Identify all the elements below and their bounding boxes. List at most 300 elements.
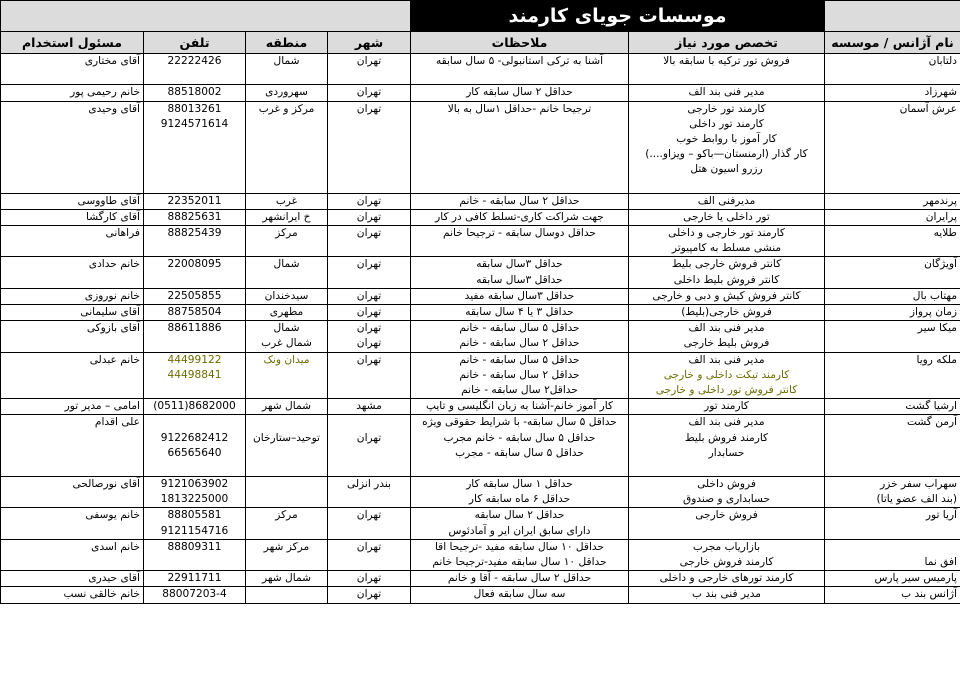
cell-line: ترجیحا خانم -حداقل ۱سال به بالا xyxy=(447,102,592,115)
cell-city xyxy=(328,193,411,209)
cell-line: عرش آسمان xyxy=(899,102,957,115)
cell-area xyxy=(246,193,328,209)
table-row xyxy=(1,305,960,321)
cell-line: شمال xyxy=(273,322,300,335)
table-row xyxy=(1,54,960,85)
cell-name xyxy=(825,539,960,570)
cell-phone xyxy=(144,477,246,508)
cell-line xyxy=(331,241,407,256)
cell-line: بندر انزلی xyxy=(347,478,391,491)
cell-line: تهران xyxy=(356,289,382,302)
cell-line: بازاریاب مجرب xyxy=(692,540,761,553)
cell-city xyxy=(328,477,411,508)
cell-line xyxy=(249,273,324,288)
cell-line xyxy=(4,446,140,461)
cell-notes xyxy=(411,477,629,508)
cell-contact xyxy=(1,477,144,508)
cell-line: حداقل ۱۰ سال سابقه مفید -ترجیحا اقا xyxy=(434,540,605,553)
cell-name xyxy=(825,226,960,257)
cell-line: سهراب سفر خزر xyxy=(880,478,957,491)
cell-line: خانم رحیمی پور xyxy=(70,86,140,99)
cell-line: حداقل ۵ سال سابقه - خانم xyxy=(459,353,580,366)
cell-specialty xyxy=(629,209,825,225)
cell-line xyxy=(4,492,140,507)
cell-contact xyxy=(1,305,144,321)
cell-line: 9124571614 xyxy=(160,117,229,130)
cell-notes xyxy=(411,415,629,477)
cell-line xyxy=(147,69,242,84)
cell-line: پرایران xyxy=(925,210,957,223)
cell-line: طلایه xyxy=(933,227,957,240)
cell-line xyxy=(249,178,324,193)
cell-line xyxy=(828,540,957,555)
cell-line: شمال xyxy=(273,258,300,271)
cell-line xyxy=(828,524,957,539)
cell-line: کانتر فروش تور داخلی و خارجی xyxy=(655,383,798,396)
cell-line: شمال xyxy=(273,55,300,67)
cell-line: تهران xyxy=(356,210,382,223)
cell-line: پرندمهر xyxy=(923,194,957,207)
cell-area xyxy=(246,209,328,225)
cell-line: مدیر فنی بند الف xyxy=(688,322,765,335)
cell-line: پارمیس سیر پارس xyxy=(874,572,957,585)
header-row xyxy=(1,32,960,54)
cell-line: مرکز شهر xyxy=(263,540,310,553)
cell-city xyxy=(328,101,411,193)
cell-name xyxy=(825,508,960,539)
cell-line: آشنا به ترکی استانبولی- ۵ سال سابقه xyxy=(435,55,604,67)
cell-line: سیدخندان xyxy=(264,289,309,302)
cell-line xyxy=(4,132,140,147)
cell-line: 88013261 xyxy=(167,102,222,115)
cell-line: حداقل ۳سال سابقه مفید xyxy=(464,289,575,302)
cell-city xyxy=(328,539,411,570)
table-row xyxy=(1,477,960,508)
cell-contact xyxy=(1,101,144,193)
cell-line: آقای کارگشا xyxy=(85,210,140,223)
cell-line: 22008095 xyxy=(167,258,222,271)
cell-line: امامی – مدیر تور xyxy=(64,400,140,413)
cell-line xyxy=(249,492,324,507)
cell-name xyxy=(825,305,960,321)
title-row xyxy=(1,1,960,32)
cell-specialty xyxy=(629,352,825,399)
cell-specialty xyxy=(629,288,825,304)
cell-line xyxy=(331,178,407,193)
cell-area xyxy=(246,352,328,399)
cell-line: کار آموز با روابط خوب xyxy=(676,132,777,145)
cell-line: تهران xyxy=(356,540,382,553)
cell-line: خانم حدادی xyxy=(88,258,140,271)
cell-line xyxy=(147,162,242,177)
cell-line xyxy=(249,524,324,539)
cell-line: کارمند فروش خارجی xyxy=(679,556,774,568)
cell-line: 22352011 xyxy=(167,194,222,207)
cell-notes xyxy=(411,288,629,304)
cell-contact xyxy=(1,321,144,352)
cell-contact xyxy=(1,257,144,288)
cell-line xyxy=(4,368,140,383)
cell-name xyxy=(825,209,960,225)
cell-line xyxy=(4,162,140,177)
cell-notes xyxy=(411,508,629,539)
cell-line: کانتر فروش کیش و دبی و خارجی xyxy=(652,289,801,302)
cell-notes xyxy=(411,193,629,209)
cell-line: آقای وحیدی xyxy=(88,102,140,115)
cell-city xyxy=(328,508,411,539)
cell-line: تهران xyxy=(356,572,382,585)
cell-line xyxy=(828,461,957,476)
table-row xyxy=(1,226,960,257)
cell-line xyxy=(147,147,242,162)
cell-line: حداقل ۵ سال سابقه - خانم مجرب xyxy=(443,431,596,444)
cell-line: فروش خارجی(بلیط) xyxy=(681,306,772,318)
cell-line: حداقل ۳سال سابقه xyxy=(476,258,563,271)
cell-line xyxy=(4,69,140,84)
cell-line: میکا سیر xyxy=(917,322,957,335)
cell-line: حداقل۲ سال سابقه - خانم xyxy=(461,383,578,396)
header-city: شهر xyxy=(328,32,411,54)
cell-city xyxy=(328,288,411,304)
cell-line xyxy=(147,132,242,147)
cell-area xyxy=(246,539,328,570)
cell-notes xyxy=(411,399,629,415)
cell-line: حداقل ۱۰ سال سابقه مفید-ترجیحا خانم xyxy=(432,556,607,568)
cell-line: فروش خارجی xyxy=(695,509,758,522)
cell-line xyxy=(4,431,140,446)
cell-specialty xyxy=(629,85,825,101)
cell-line: مطهری xyxy=(269,306,304,318)
cell-line: 8682000(0511) xyxy=(153,400,236,413)
cell-line xyxy=(4,524,140,539)
cell-specialty xyxy=(629,539,825,570)
cell-line: 88611886 xyxy=(167,322,222,335)
cell-name xyxy=(825,477,960,508)
cell-line: مشهد xyxy=(356,400,382,413)
cell-line: 22911711 xyxy=(167,572,222,585)
cell-line: 9121063902 xyxy=(160,478,229,491)
cell-line: (بند الف عضو یاتا) xyxy=(876,493,957,506)
cell-line xyxy=(828,383,957,398)
cell-specialty xyxy=(629,226,825,257)
table-row xyxy=(1,415,960,477)
cell-name xyxy=(825,193,960,209)
cell-line: 88809311 xyxy=(167,540,222,553)
cell-line xyxy=(249,587,324,602)
cell-line xyxy=(147,241,242,256)
cell-line xyxy=(632,69,821,84)
cell-line xyxy=(331,162,407,177)
cell-area xyxy=(246,399,328,415)
cell-line: رزرو اسیون هتل xyxy=(690,163,763,176)
cell-line: آرمن گشت xyxy=(906,416,957,429)
cell-phone xyxy=(144,85,246,101)
cell-notes xyxy=(411,209,629,225)
cell-line: 9121154716 xyxy=(160,524,229,537)
cell-name xyxy=(825,352,960,399)
cell-line xyxy=(331,446,407,461)
table-row xyxy=(1,571,960,587)
page-title: موسسات جویای کارمند xyxy=(411,1,825,32)
cell-contact xyxy=(1,288,144,304)
cell-line: تور داخلی یا خارجی xyxy=(683,210,770,223)
table-row xyxy=(1,508,960,539)
cell-line: آژانس بند ب xyxy=(901,588,957,601)
cell-line: خانم اسدی xyxy=(91,540,140,553)
table-row xyxy=(1,399,960,415)
cell-phone xyxy=(144,321,246,352)
table-row xyxy=(1,209,960,225)
cell-line: 88805581 xyxy=(167,509,222,522)
cell-line xyxy=(828,273,957,288)
cell-phone xyxy=(144,193,246,209)
cell-line: سه سال سابقه فعال xyxy=(473,588,566,601)
cell-line xyxy=(249,117,324,132)
cell-notes xyxy=(411,226,629,257)
cell-contact xyxy=(1,399,144,415)
table-row xyxy=(1,288,960,304)
cell-line: آقای نورصالحی xyxy=(72,478,140,491)
cell-line: حسابداری و صندوق xyxy=(682,493,771,506)
cell-line: کار گذار (ارمنستان—باکو – ویزاو....) xyxy=(645,148,808,161)
cell-line: حداقل ۵ سال سابقه- با شرایط حقوقی ویژه xyxy=(422,416,617,429)
cell-line: فروش تور ترکیه با سابقه بالا xyxy=(663,55,790,67)
cell-line: خانم نوروزی xyxy=(84,289,140,302)
cell-line: کارمند تور داخلی xyxy=(689,117,764,130)
cell-contact xyxy=(1,415,144,477)
cell-line xyxy=(828,368,957,383)
cell-line: تهران xyxy=(356,227,382,240)
cell-specialty xyxy=(629,101,825,193)
cell-line: آویژگان xyxy=(924,258,957,271)
cell-line: خانم یوسفی xyxy=(85,509,140,522)
cell-phone xyxy=(144,508,246,539)
cell-line: دارای سابق ایران ایر و آمادئوس xyxy=(448,524,591,537)
cell-line: توحید–ستارخان xyxy=(253,431,320,444)
cell-line xyxy=(249,477,324,492)
cell-line xyxy=(249,162,324,177)
table-row xyxy=(1,321,960,352)
cell-area xyxy=(246,508,328,539)
header-phone: تلفن xyxy=(144,32,246,54)
cell-line: تهران xyxy=(356,258,382,271)
cell-area xyxy=(246,321,328,352)
cell-line: حداقل ۵ سال سابقه - خانم xyxy=(459,322,580,335)
cell-line xyxy=(414,69,625,84)
cell-line: حداقل ۲ سال سابقه - خانم xyxy=(459,194,580,207)
cell-line: مدیر فنی بند الف xyxy=(688,416,765,429)
header-area: منطقه xyxy=(246,32,328,54)
cell-line: حداقل ۲ سال سابقه کار xyxy=(466,86,573,99)
cell-line: کانتر فروش خارجی بلیط xyxy=(671,258,782,271)
table-row xyxy=(1,352,960,399)
cell-line xyxy=(249,415,324,430)
cell-line xyxy=(828,117,957,132)
header-notes: ملاحظات xyxy=(411,32,629,54)
cell-line: زمان پرواز xyxy=(909,306,957,318)
cell-phone xyxy=(144,101,246,193)
cell-line: مدیر فنی بند الف xyxy=(688,353,765,366)
cell-specialty xyxy=(629,399,825,415)
cell-line xyxy=(828,178,957,193)
cell-line: تهران xyxy=(356,322,382,335)
cell-line: تهران xyxy=(356,588,382,601)
cell-city xyxy=(328,85,411,101)
cell-line xyxy=(828,162,957,177)
cell-specialty xyxy=(629,477,825,508)
cell-contact xyxy=(1,193,144,209)
cell-name xyxy=(825,415,960,477)
cell-area xyxy=(246,101,328,193)
cell-contact xyxy=(1,226,144,257)
cell-line: 88825439 xyxy=(167,227,222,240)
cell-line: حداقل دوسال سابقه - ترجیحا خانم xyxy=(443,227,596,240)
cell-line xyxy=(249,147,324,162)
cell-line xyxy=(4,178,140,193)
cell-notes xyxy=(411,352,629,399)
cell-line: آقای طاووسی xyxy=(77,194,140,207)
cell-line xyxy=(331,273,407,288)
cell-line: کار آموز خانم-آشنا به زبان انگلیسی و تایپ xyxy=(425,400,614,413)
cell-line: 9122682412 xyxy=(160,431,229,444)
cell-line: تهران xyxy=(356,86,382,99)
cell-phone xyxy=(144,257,246,288)
cell-line xyxy=(147,336,242,351)
cell-line: کانتر فروش بلیط داخلی xyxy=(673,273,780,286)
cell-line xyxy=(331,555,407,570)
cell-name xyxy=(825,85,960,101)
cell-phone xyxy=(144,571,246,587)
cell-line: مرکز xyxy=(275,227,298,240)
cell-notes xyxy=(411,101,629,193)
cell-line: آریا تور xyxy=(925,509,957,522)
cell-line: 66565640 xyxy=(167,446,222,459)
cell-line: تهران xyxy=(356,353,382,366)
cell-line: تهران xyxy=(356,337,382,350)
cell-contact xyxy=(1,508,144,539)
cell-line: حسابدار xyxy=(708,446,745,459)
cell-line xyxy=(331,368,407,383)
cell-line xyxy=(249,69,324,84)
cell-line xyxy=(414,461,625,476)
cell-contact xyxy=(1,587,144,603)
cell-city xyxy=(328,226,411,257)
cell-line: فراهانی xyxy=(105,227,140,240)
cell-contact xyxy=(1,539,144,570)
cell-area xyxy=(246,571,328,587)
cell-notes xyxy=(411,587,629,603)
cell-name xyxy=(825,321,960,352)
cell-phone xyxy=(144,415,246,477)
cell-city xyxy=(328,305,411,321)
header-contact: مسئول استخدام xyxy=(1,32,144,54)
cell-area xyxy=(246,587,328,603)
cell-line xyxy=(331,383,407,398)
cell-notes xyxy=(411,539,629,570)
cell-line xyxy=(249,446,324,461)
cell-line: ارشیا گشت xyxy=(905,400,957,413)
cell-line: 88825631 xyxy=(167,210,222,223)
table-row xyxy=(1,101,960,193)
cell-line xyxy=(414,132,625,147)
cell-line xyxy=(331,117,407,132)
cell-line xyxy=(147,383,242,398)
cell-line xyxy=(828,147,957,162)
cell-line: تهران xyxy=(356,102,382,115)
cell-specialty xyxy=(629,193,825,209)
cell-line xyxy=(4,555,140,570)
cell-city xyxy=(328,352,411,399)
cell-specialty xyxy=(629,321,825,352)
cell-line: کارمند تور xyxy=(704,400,749,413)
cell-notes xyxy=(411,305,629,321)
cell-line xyxy=(331,461,407,476)
cell-specialty xyxy=(629,508,825,539)
cell-line: حداقل ۶ ماه سابقه کار xyxy=(468,493,571,506)
cell-name xyxy=(825,54,960,85)
cell-city xyxy=(328,54,411,85)
cell-name xyxy=(825,399,960,415)
cell-line xyxy=(4,147,140,162)
cell-line: کارمند تورهای خارجی و داخلی xyxy=(659,572,794,585)
cell-specialty xyxy=(629,571,825,587)
title-spacer-left xyxy=(1,1,411,32)
cell-line xyxy=(147,178,242,193)
cell-city xyxy=(328,587,411,603)
cell-line: شهرزاد xyxy=(924,86,957,99)
table-row xyxy=(1,193,960,209)
cell-line: 22222426 xyxy=(167,55,222,67)
cell-line xyxy=(828,336,957,351)
cell-line: ملکه رویا xyxy=(916,353,957,366)
table-row xyxy=(1,85,960,101)
cell-specialty xyxy=(629,587,825,603)
cell-line: 44499122 xyxy=(167,353,222,366)
cell-line: تهران xyxy=(356,194,382,207)
cell-line: مرکز xyxy=(275,509,298,522)
cell-line: شمال شهر xyxy=(262,400,311,413)
cell-area xyxy=(246,85,328,101)
cell-city xyxy=(328,399,411,415)
cell-phone xyxy=(144,305,246,321)
cell-line xyxy=(828,431,957,446)
cell-line xyxy=(4,273,140,288)
cell-line xyxy=(4,117,140,132)
cell-line: 22505855 xyxy=(167,289,222,302)
cell-line: غرب xyxy=(275,194,298,207)
cell-line xyxy=(632,178,821,193)
cell-line: حداقل ۱ سال سابقه کار xyxy=(466,478,573,491)
cell-area xyxy=(246,288,328,304)
cell-phone xyxy=(144,288,246,304)
cell-city xyxy=(328,571,411,587)
cell-line xyxy=(331,492,407,507)
cell-area xyxy=(246,226,328,257)
cell-line: منشی مسلط به کامپیوتر xyxy=(671,242,782,255)
cell-line: جهت شراکت کاری-تسلط کافی در کار xyxy=(435,210,604,223)
cell-line: خانم عبدلی xyxy=(89,353,140,366)
cell-specialty xyxy=(629,257,825,288)
cell-line: میدان ونک xyxy=(263,353,310,366)
cell-line xyxy=(331,524,407,539)
cell-line: تهران xyxy=(356,55,382,67)
cell-line: تهران xyxy=(356,306,382,318)
cell-line xyxy=(249,132,324,147)
cell-line: آقای سلیمانی xyxy=(80,306,140,318)
cell-notes xyxy=(411,571,629,587)
cell-line: 88007203-4 xyxy=(162,588,227,601)
cell-line: حداقل ۵ سال سابقه - مجرب xyxy=(455,446,584,459)
